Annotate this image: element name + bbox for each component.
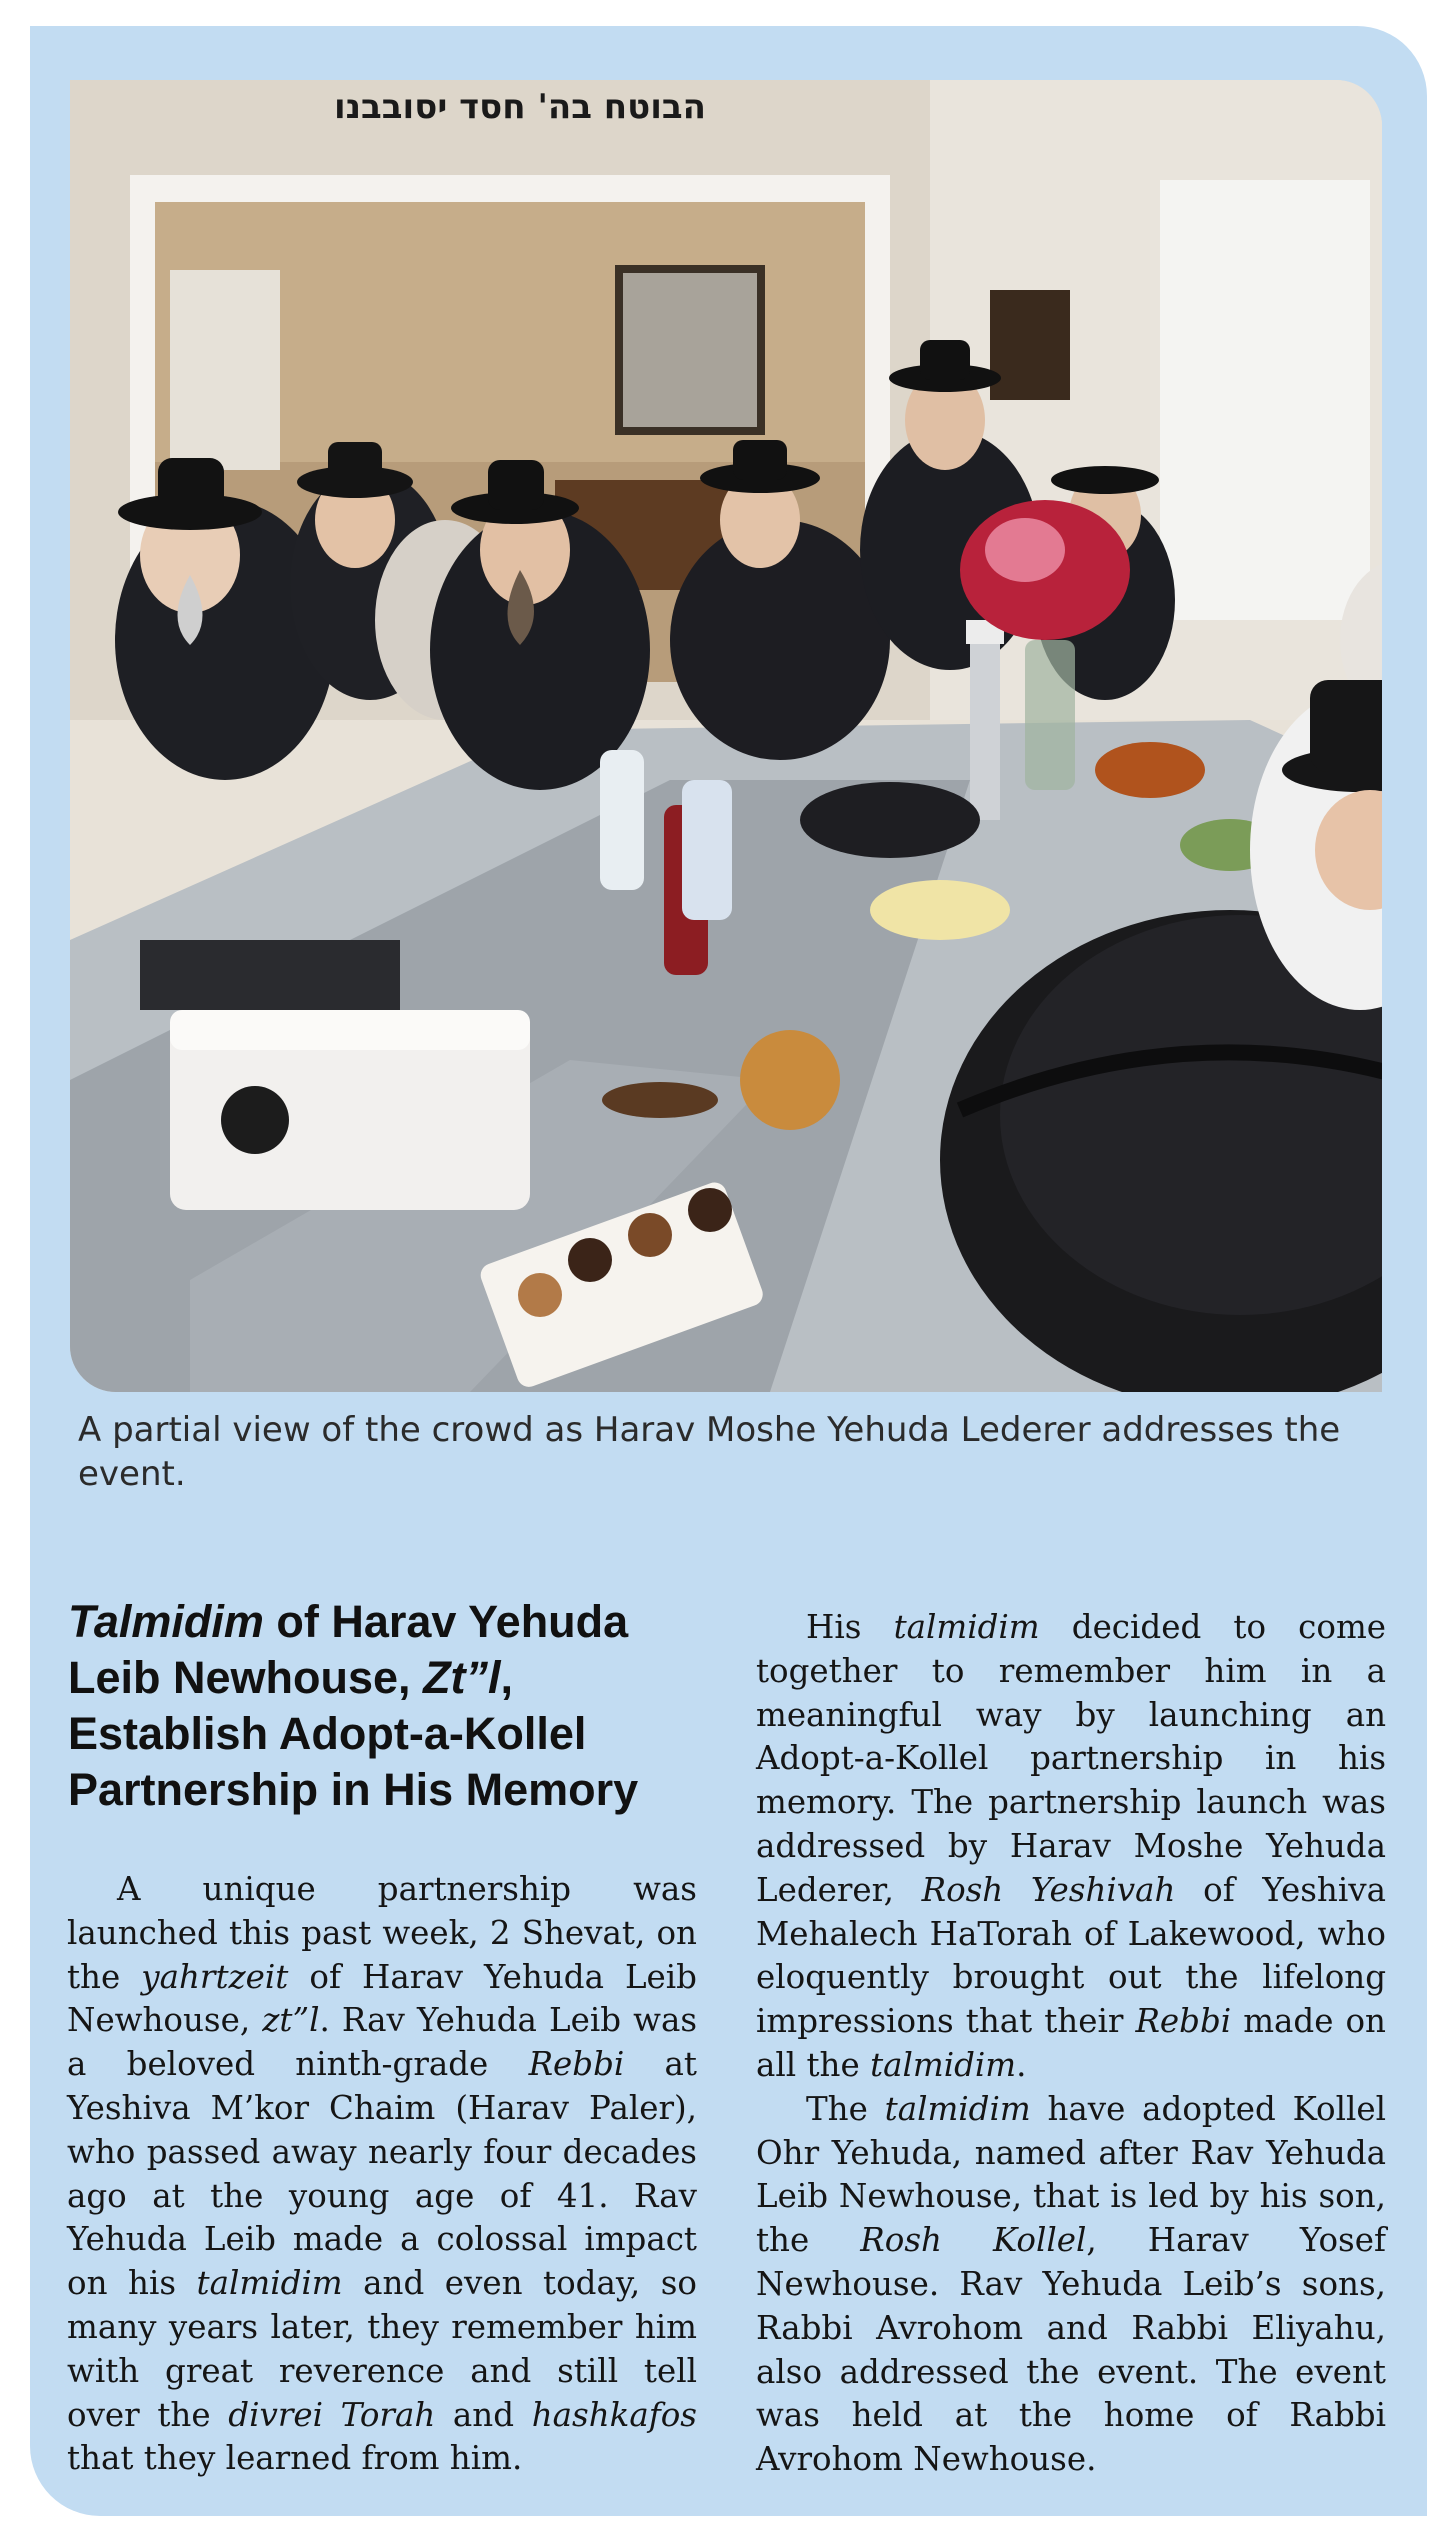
text-run: and even today, so many years later, they remember him with great reverence and still tell over the bbox=[67, 2264, 697, 2434]
text-run: of Harav Yehuda Leib Newhouse, bbox=[67, 1957, 697, 2040]
italic-run: hashkafos bbox=[531, 2395, 697, 2434]
text-run: The bbox=[806, 2089, 885, 2128]
text-run: His bbox=[806, 1608, 894, 1646]
article-column-right bbox=[756, 1606, 1386, 2482]
wall-inscription: הבוטח בה' חסד יסובבנו bbox=[333, 87, 707, 127]
event-photo bbox=[70, 80, 1382, 1392]
headline-part-2: of Harav Yehuda Leib Newhouse, bbox=[68, 1596, 629, 1703]
text-run: at Yeshiva M’kor Chaim (Harav Paler), who passed away nearly four decades ago at the young age of 41. Rav Yehuda Leib made a colossal impact on his bbox=[67, 2045, 697, 2303]
text-run: . Rav Yehuda Leib was a beloved ninth-grade bbox=[67, 2001, 697, 2084]
article-column-left bbox=[67, 1868, 697, 2481]
italic-run: Rosh Kollel bbox=[860, 2221, 1087, 2260]
text-run: have adopted Kollel Ohr Yehuda, named after Rav Yehuda Leib Newhouse, that is led by his son, the bbox=[756, 2089, 1386, 2260]
italic-run: talmidim bbox=[870, 2045, 1017, 2084]
italic-run: Rebbi bbox=[528, 2045, 625, 2084]
italic-run: Rosh Yeshivah bbox=[921, 1870, 1176, 1909]
text-run: , Harav Yosef Newhouse. Rav Yehuda Leib’s sons, Rabbi Avrohom and Rabbi Eliyahu, also addressed the event. The event was held at the home of Rabbi Avrohom Newhouse. bbox=[756, 2221, 1386, 2479]
italic-run: talmidim bbox=[884, 2089, 1031, 2128]
text-run: and bbox=[435, 2395, 532, 2434]
text-run: . bbox=[1016, 2045, 1027, 2084]
article-paragraph-1 bbox=[67, 1868, 697, 2481]
article-headline bbox=[68, 1594, 718, 1818]
italic-run: Rebbi bbox=[1135, 2002, 1232, 2041]
article-paragraph-2 bbox=[756, 1606, 1386, 2088]
italic-run: talmidim bbox=[893, 1608, 1040, 1646]
text-run: A unique partnership was launched this past week, 2 Shevat, on the bbox=[67, 1870, 697, 1996]
event-photo-illustration bbox=[70, 80, 1382, 1392]
italic-run: divrei Torah bbox=[228, 2395, 436, 2434]
italic-run: zt”l bbox=[262, 2001, 320, 2040]
text-run: of Yeshiva Mehalech HaTorah of Lakewood, who eloquently brought out the lifelong impressions that their bbox=[756, 1870, 1386, 2041]
italic-run: yahrtzeit bbox=[141, 1957, 289, 1996]
text-run: made on all the bbox=[756, 2002, 1386, 2084]
text-run: decided to come together to remember him in a meaningful way by launching an Adopt-a-Kollel partnership in his memory. The partnership launch was addressed by Harav Moshe Yehuda Lederer, bbox=[756, 1608, 1386, 1909]
headline-part-1: Talmidim bbox=[68, 1596, 264, 1647]
headline-part-3: Zt”l bbox=[423, 1652, 501, 1703]
photo-caption: A partial view of the crowd as Harav Moshe Yehuda Lederer addresses the event. bbox=[78, 1410, 1341, 1494]
text-run: that they learned from him. bbox=[67, 2439, 523, 2478]
article-paragraph-3 bbox=[756, 2088, 1386, 2482]
headline-part-4: , Establish Adopt-a-Kollel Partnership in His Memory bbox=[68, 1652, 639, 1815]
italic-run: talmidim bbox=[196, 2264, 343, 2303]
